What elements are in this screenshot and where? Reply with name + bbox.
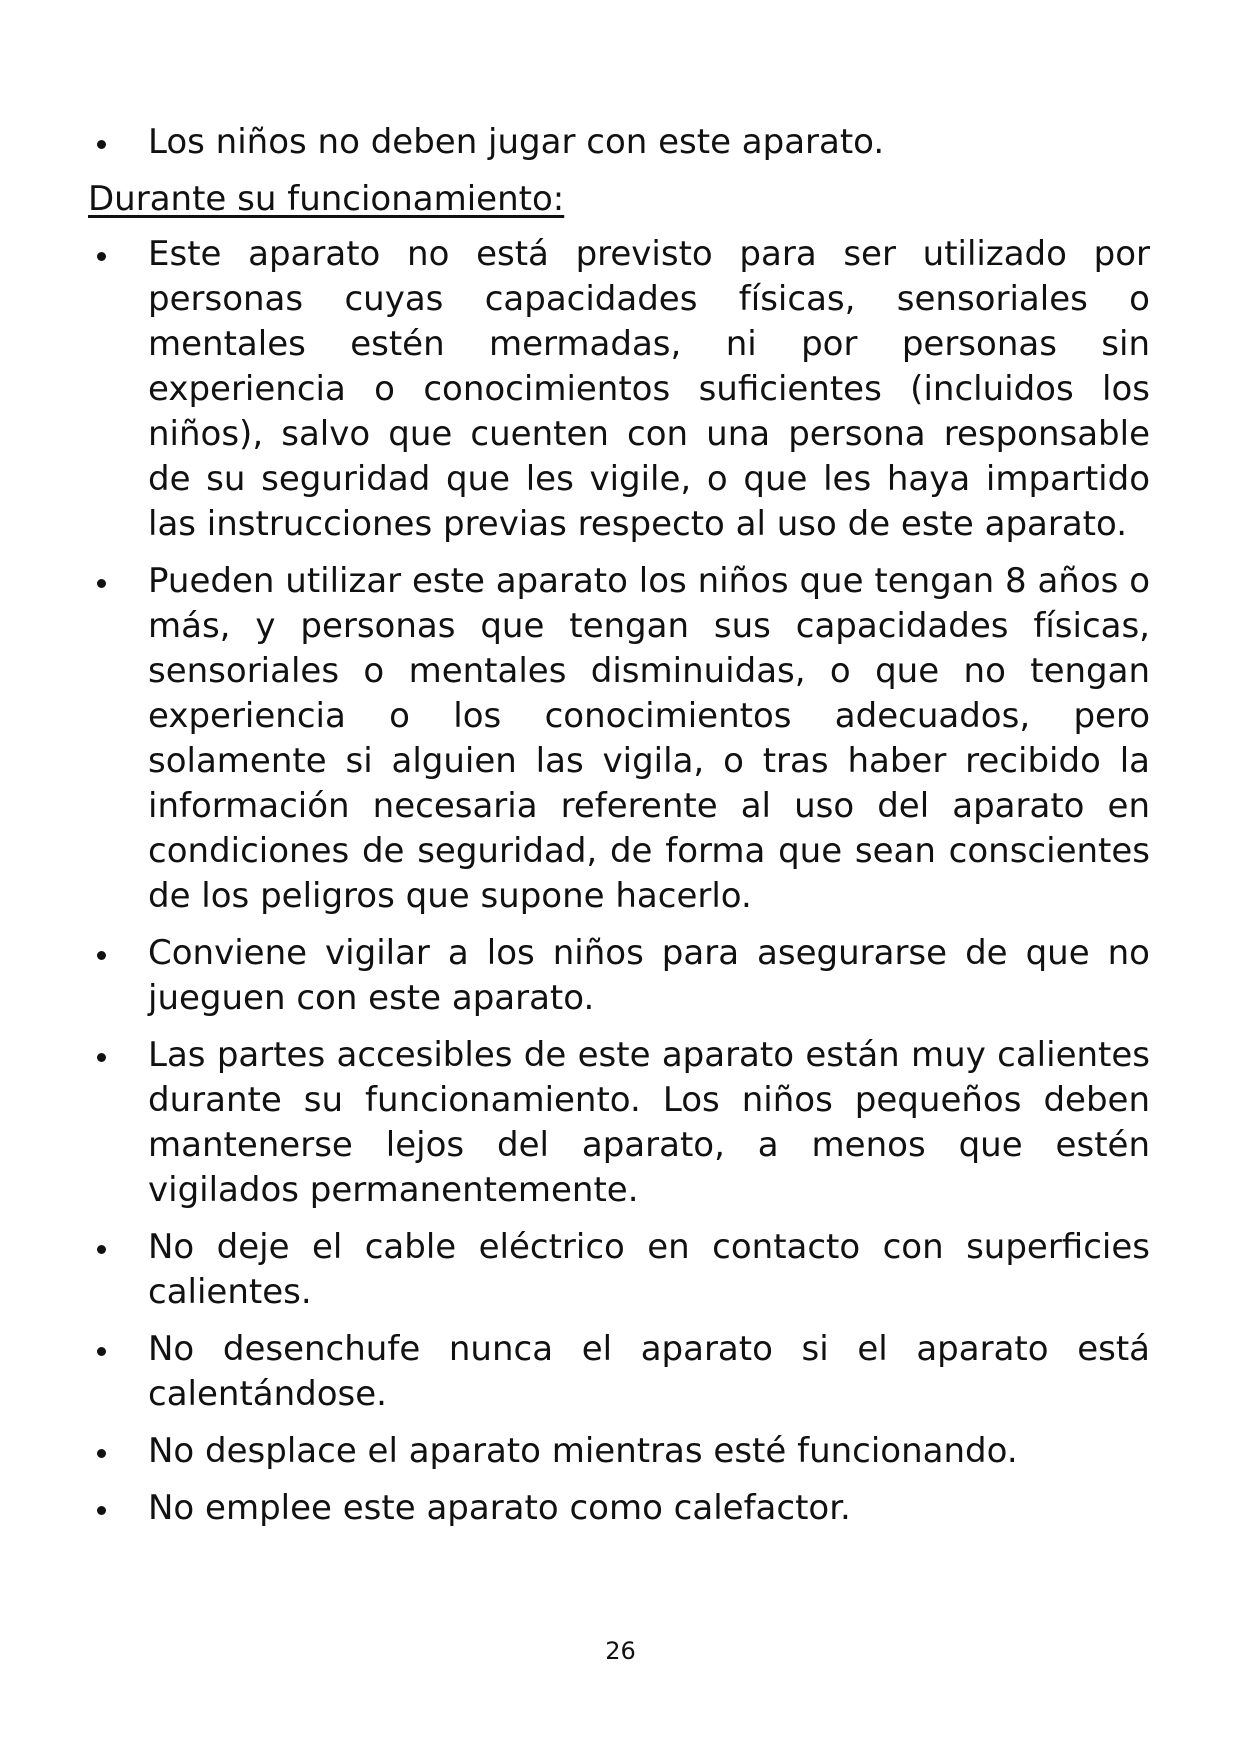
list-item-text: No desenchufe nunca el aparato si el aparato está calentándose. (148, 1329, 1150, 1414)
list-item (88, 120, 1150, 165)
list-item (88, 931, 1150, 1021)
bullet-icon (97, 1245, 106, 1254)
list-item (88, 1225, 1150, 1315)
list-item-text: Los niños no deben jugar con este aparato. (148, 122, 885, 162)
bullet-icon (97, 252, 106, 261)
bullet-icon (97, 1347, 106, 1356)
page-content (88, 120, 1150, 1543)
bullet-icon (97, 140, 106, 149)
list-item-text: Este aparato no está previsto para ser utilizado por personas cuyas capacidades físicas, sensoriales o mentales estén mermadas, ni por personas sin experiencia o conocimientos suficientes (incluidos los niños), salvo que cuenten con una persona responsable de su seguridad que les vigile, o que les haya impartido las instrucciones previas respecto al uso de este aparato. (148, 234, 1150, 544)
list-item-text: Las partes accesibles de este aparato están muy calientes durante su funcionamiento. Los niños pequeños deben mantenerse lejos del aparato, a menos que estén vigilados permanentemente. (148, 1035, 1150, 1210)
list-item-text: No deje el cable eléctrico en contacto con superficies calientes. (148, 1227, 1150, 1312)
list-item-text: Conviene vigilar a los niños para asegurarse de que no jueguen con este aparato. (148, 933, 1150, 1018)
list-item-text: Pueden utilizar este aparato los niños que tengan 8 años o más, y personas que tengan sus capacidades físicas, sensoriales o mentales disminuidas, o que no tengan experiencia o los conocimientos adecuados, pero solamente si alguien las vigila, o tras haber recibido la información necesaria referente al uso del aparato en condiciones de seguridad, de forma que sean conscientes de los peligros que supone hacerlo. (148, 561, 1150, 916)
list-item-text: No emplee este aparato como calefactor. (148, 1488, 851, 1528)
bullet-icon (97, 1506, 106, 1515)
page-number: 26 (605, 1637, 636, 1665)
list-item (88, 1429, 1150, 1474)
list-item (88, 1486, 1150, 1531)
list-item-text: No desplace el aparato mientras esté funcionando. (148, 1431, 1018, 1471)
list-item (88, 1033, 1150, 1213)
bullet-icon (97, 1449, 106, 1458)
bullet-icon (97, 951, 106, 960)
section-heading: Durante su funcionamiento: (88, 179, 565, 219)
bullet-icon (97, 1053, 106, 1062)
list-item (88, 559, 1150, 919)
list-item (88, 232, 1150, 547)
list-item (88, 1327, 1150, 1417)
bullet-icon (97, 579, 106, 588)
